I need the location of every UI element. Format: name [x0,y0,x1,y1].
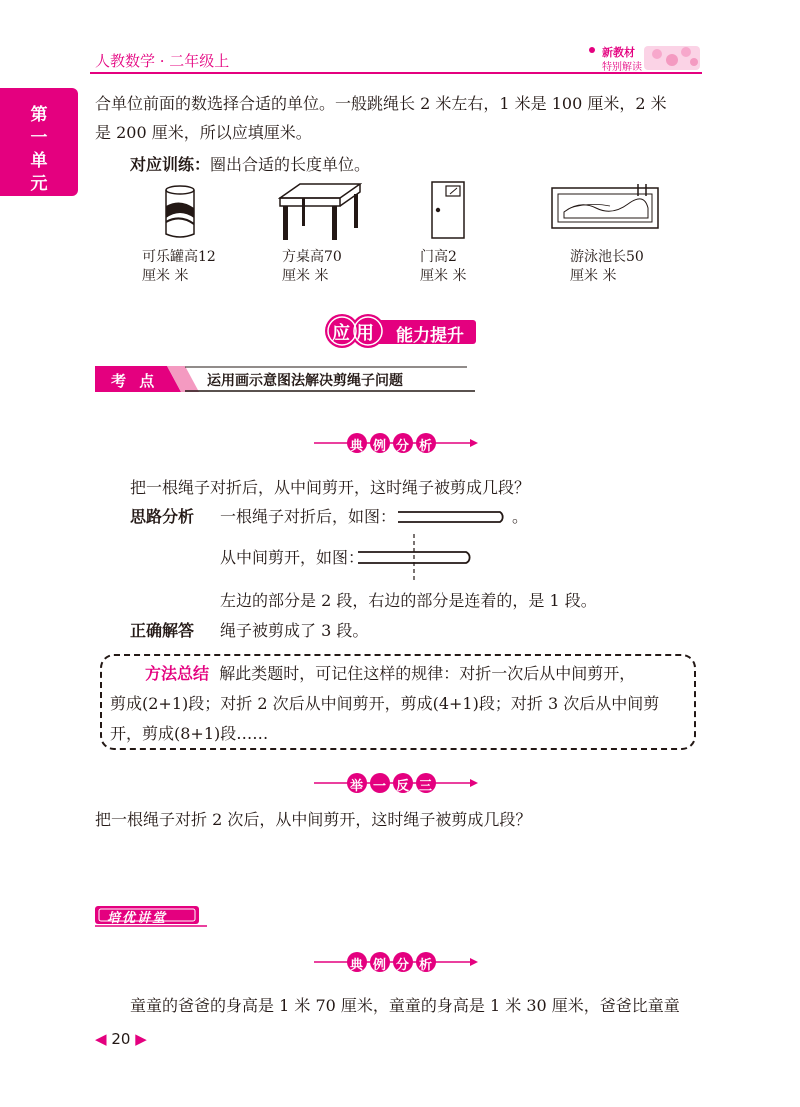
brand-badge [582,42,702,72]
door-icon [430,180,466,240]
kaodian-topic: 运用画示意图法解决剪绳子问题 [207,373,403,389]
practice-label: 对应训练： [130,155,211,174]
banner-char: 析 [419,439,433,454]
intro-line: 是 200 厘米，所以应填厘米。 [95,123,312,142]
section-band [318,314,478,348]
brand-line1: 新教材 [602,46,635,59]
prev-arrow-icon: ◀ [95,1030,107,1048]
folded-rope-diagram [396,509,512,525]
extension-banner [314,772,478,794]
unit-tab-char: 第 [30,105,48,125]
banner-char: 反 [396,779,410,794]
unit-tab-char: 单 [30,151,48,171]
method-line3: 开，剪成(8+1)段…… [110,724,269,743]
running-header: 人教数学 · 二年级上 [95,52,230,70]
cola-can-icon [160,184,200,240]
answer-text: 绳子被剪成了 3 段。 [220,621,369,640]
example-banner [314,432,478,454]
band-right-text: 能力提升 [396,326,464,346]
unit-options[interactable]: 厘米 米 [142,268,189,284]
kaodian-label: 考 点 [111,372,159,390]
banner-char: 典 [350,439,364,454]
unit-tab [0,88,78,196]
next-arrow-icon: ▶ [135,1030,147,1048]
intro-line: 合单位前面的数选择合适的单位。一般跳绳长 2 米左右，1 米是 100 厘米，2 米 [95,94,667,113]
table-icon [278,180,362,242]
banner-char: 分 [396,439,410,454]
page-number [95,1030,147,1048]
page-number-text: 20 [111,1030,131,1048]
answer-label: 正确解答 [130,621,195,640]
unit-options[interactable]: 厘米 米 [570,268,617,284]
extension-question: 把一根绳子对折 2 次后，从中间剪开，这时绳子被剪成几段？ [95,810,532,829]
banner-char: 析 [419,958,433,973]
banner-char: 一 [373,779,387,794]
analysis-label: 思路分析 [130,507,195,526]
banner-char: 三 [419,779,433,794]
practice-heading [130,153,370,177]
analysis-line3: 左边的部分是 2 段，右边的部分是连着的，是 1 段。 [220,591,597,610]
example2-text: 童童的爸爸的身高是 1 米 70 厘米，童童的身高是 1 米 30 厘米，爸爸比童童 [130,996,680,1015]
analysis-line1-end: 。 [512,507,529,526]
example-banner [314,951,478,973]
brand-line2: 特别解读 [602,62,642,73]
kaodian-strip [95,366,475,392]
banner-char: 例 [373,439,387,454]
item-caption: 游泳池长50 [570,249,644,265]
unit-tab-char: 元 [30,174,48,194]
cut-rope-diagram [356,532,480,582]
analysis-line2: 从中间剪开，如图： [220,548,365,567]
item-caption: 门高2 [420,249,457,265]
banner-char: 举 [350,779,364,794]
method-line1 [145,662,635,686]
flower-decoration-icon [582,42,702,72]
practice-text: 圈出合适的长度单位。 [210,155,371,174]
item-caption: 可乐罐高12 [142,249,216,265]
item-caption: 方桌高70 [282,249,342,265]
banner-char: 分 [396,958,410,973]
method-line2: 剪成(2+1)段；对折 2 次后从中间剪开，剪成(4+1)段；对折 3 次后从中间剪 [110,694,660,713]
band-left-text: 应用 [332,323,380,344]
unit-options[interactable]: 厘米 米 [282,268,329,284]
example1-question: 把一根绳子对折后，从中间剪开，这时绳子被剪成几段？ [130,478,531,497]
peiyou-text: 培优讲堂 [107,911,168,926]
peiyou-label [95,905,207,927]
method-label: 方法总结 [145,664,210,683]
unit-tab-char: 一 [30,128,48,148]
analysis-line1: 一根绳子对折后，如图： [220,507,397,526]
method-text: 解此类题时，可记住这样的规律：对折一次后从中间剪开， [219,664,636,683]
banner-char: 例 [373,958,387,973]
swimming-pool-icon [550,182,662,232]
unit-options[interactable]: 厘米 米 [420,268,467,284]
banner-char: 典 [350,958,364,973]
